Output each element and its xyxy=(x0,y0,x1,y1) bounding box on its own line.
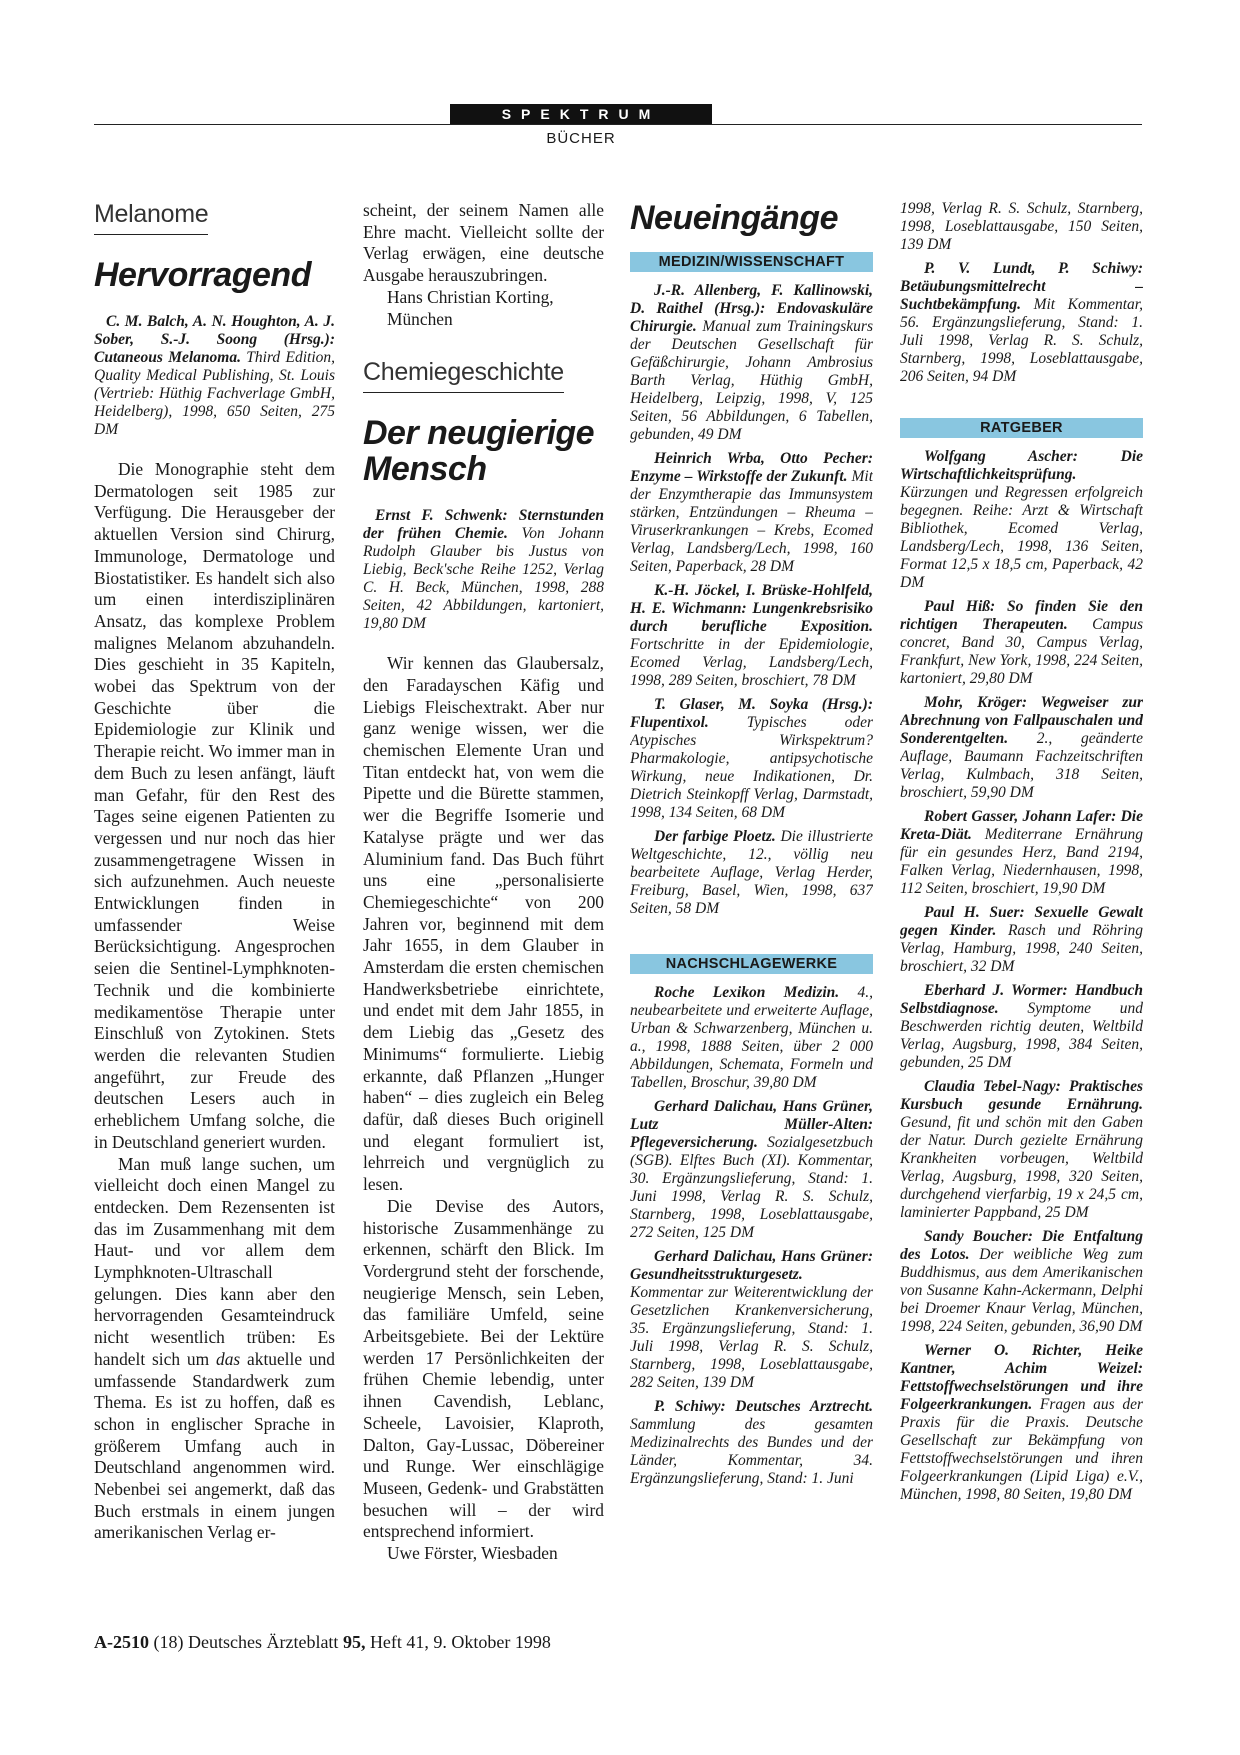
entry-title: Gerhard Dalichau, Hans Grüner: Gesundheitsstrukturgesetz. xyxy=(630,1248,873,1283)
entry-title: T. Glaser, M. Soyka (Hrsg.): Flupentixol. xyxy=(630,696,873,731)
entry-title: Claudia Tebel-Nagy: Praktisches Kursbuch gesunde Ernährung. xyxy=(900,1078,1143,1113)
category-band: MEDIZIN/WISSENSCHAFT xyxy=(630,252,873,272)
entry-list xyxy=(900,448,1143,1504)
entry-details: Mit der Enzymtherapie das Immunsystem stärken, Entzündungen – Rheuma – Viruserkrankungen – Krebs, Ecomed Verlag, Landsberg/Lech, 1998, 160 Seiten, Paperback, 28 DM xyxy=(630,468,873,575)
review-kicker: Chemiegeschichte xyxy=(363,358,564,393)
review-paragraph: Man muß lange suchen, um vielleicht doch einen Mangel zu entdecken. Dem Rezensenten ist das im Zusammenhang mit dem Haut- und vor allem dem Lymphknoten-Ultraschall gelungen. Dies kann aber den hervorragenden Gesamteindruck nicht wesentlich trüben: Es handelt sich um das aktuelle und umfassende Standardwerk zum Thema. Es ist zu hoffen, daß es schon in englischer Sprache in größerem Umfang auch in Deutschland angenommen wird. Nebenbei sei angemerkt, daß das Buch erstmals in einem jungen amerikanischen Verlag er- xyxy=(94,1153,335,1543)
entry-title: Der farbige Ploetz. xyxy=(654,828,776,845)
biblio-details: Third Edition, Quality Medical Publishing, St. Louis (Vertrieb: Hüthig Fachverlage GmbH, Heidelberg), 1998, 650 Seiten, 275 DM xyxy=(94,349,335,438)
entry-title: Paul H. Suer: Sexuelle Gewalt gegen Kinder. xyxy=(900,904,1143,939)
reviewer-signature: Uwe Förster, Wiesbaden xyxy=(387,1543,558,1564)
entry-title: Paul Hiß: So finden Sie den richtigen Therapeuten. xyxy=(900,598,1143,633)
entry-details: 4., neubearbeitete und erweiterte Auflage, Urban & Schwarzenberg, München u. a., 1998, 1888 Seiten, über 2 000 Abbildungen, Schemata, Formeln und Tabellen, Broschur, 39,80 DM xyxy=(630,984,873,1091)
review-bibliography xyxy=(363,507,604,633)
review-kicker: Melanome xyxy=(94,200,208,235)
entry-details: 2., geänderte Auflage, Baumann Fachzeitschriften Verlag, Kulmbach, 318 Seiten, broschiert, 59,90 DM xyxy=(900,730,1143,801)
book-entry xyxy=(630,696,873,822)
book-entry: 1998, Verlag R. S. Schulz, Starnberg, 1998, Loseblattausgabe, 150 Seiten, 139 DM xyxy=(900,200,1143,253)
page-number: A-2510 xyxy=(94,1632,149,1652)
entry-details: Typisches oder Atypisches Wirkspektrum? Pharmakologie, antipsychotische Wirkung, neue Indikationen, Dr. Dietrich Steinkopff Verlag, Darmstadt, 1998, 134 Seiten, 68 DM xyxy=(630,714,873,821)
book-entry xyxy=(900,808,1143,898)
page-footer: A-2510 (18) Deutsches Ärzteblatt 95, Heft 41, 9. Oktober 1998 xyxy=(94,1632,551,1652)
entry-details: Mediterrane Ernährung für ein gesundes Herz, Band 2194, Falken Verlag, Niedernhausen, 1998, 112 Seiten, broschiert, 19,90 DM xyxy=(900,826,1143,897)
entry-details: Sozialgesetzbuch (SGB). Elftes Buch (XI). Kommentar, 30. Ergänzungslieferung, Stand: 1. Juni 1998, Verlag R. S. Schulz, Starnberg, 1998, Loseblattausgabe, 272 Seiten, 125 DM xyxy=(630,1134,873,1241)
book-entry xyxy=(630,450,873,576)
book-entry xyxy=(630,1098,873,1242)
biblio-authors: Ernst F. Schwenk: Sternstunden der frühen Chemie. xyxy=(363,507,604,543)
entry-title: Gerhard Dalichau, Hans Grüner, Lutz Müller-Alten: Pflegeversicherung. xyxy=(630,1098,873,1151)
book-entry xyxy=(900,448,1143,592)
entry-details: Der weibliche Weg zum Buddhismus, aus dem Amerikanischen von Susanne Kahn-Ackermann, Delphi bei Droemer Knaur Verlag, München, 1998, 224 Seiten, gebunden, 36,90 DM xyxy=(900,1246,1143,1335)
book-entry xyxy=(630,828,873,918)
column-2 xyxy=(363,200,604,1610)
entry-details: Fortschritte in der Epidemiologie, Ecomed Verlag, Landsberg/Lech, 1998, 289 Seiten, broschiert, 78 DM xyxy=(630,636,873,689)
category-band: RATGEBER xyxy=(900,418,1143,438)
biblio-authors: C. M. Balch, A. N. Houghton, A. J. Sober, S.-J. Soong (Hrsg.): Cutaneous Melanoma. xyxy=(94,313,335,366)
review-bibliography xyxy=(94,313,335,439)
book-entry xyxy=(630,984,873,1092)
entry-details: Manual zum Trainingskurs der Deutschen Gesellschaft für Gefäßchirurgie, Johann Ambrosius Barth Verlag, Hüthig GmbH, Heidelberg, Leipzig, 1998, V, 125 Seiten, 56 Abbildungen, 6 Tabellen, gebunden, 49 DM xyxy=(630,318,873,443)
review-paragraph: Wir kennen das Glaubersalz, den Faradayschen Käfig und Liebigs Fleischextrakt. Aber nur ganz wenige wissen, wer die chemischen Elemente Uran und Titan entdeckt hat, von wem die Pipette und die Bürette stammen, wer die Begriffe Isomerie und Katalyse prägte und wer das Aluminium fand. Das Buch führt uns eine „personalisierte Chemiegeschichte“ von 200 Jahren vor, beginnend mit dem Jahr 1655, in dem Glauber in Amsterdam die ersten chemischen Handwerksbetriebe einrichtete, und endet mit dem Jahr 1855, in dem Liebig das „Gesetz des Minimums“ formulierte. Liebig erkannte, daß Pflanzen „Hunger haben“ – dies zugleich ein Beleg dafür, daß dieses Buch originell und elegant formuliert ist, lehrreich und vergnüglich zu lesen. xyxy=(363,653,604,1195)
entry-title: K.-H. Jöckel, I. Brüske-Hohlfeld, H. E. Wichmann: Lungenkrebsrisiko durch berufliche Exposition. xyxy=(630,582,873,635)
book-entry xyxy=(900,1078,1143,1222)
entry-details: Kommentar zur Weiterentwicklung der Gesetzlichen Krankenversicherung, 35. Ergänzungslieferung, Stand: 1. Juli 1998, Verlag R. S. Schulz, Starnberg, 1998, Loseblattausgabe, 282 Seiten, 139 DM xyxy=(630,1284,873,1391)
review-paragraph: scheint, der seinem Namen alle Ehre macht. Vielleicht sollte der Verlag erwägen, eine deutsche Ausgabe herauszubringen. xyxy=(363,200,604,286)
book-entry xyxy=(630,582,873,690)
category-band: NACHSCHLAGEWERKE xyxy=(630,954,873,974)
volume-number: 95, xyxy=(342,1632,366,1652)
book-entry xyxy=(630,1398,873,1488)
book-entry xyxy=(900,694,1143,802)
book-entry xyxy=(900,982,1143,1072)
biblio-details: Von Johann Rudolph Glauber bis Justus von Liebig, Beck'sche Reihe 1252, Verlag C. H. Beck, München, 1998, 288 Seiten, 42 Abbildungen, kartoniert, 19,80 DM xyxy=(363,525,604,633)
entry-title: Sandy Boucher: Die Entfaltung des Lotos. xyxy=(900,1228,1143,1263)
review-headline: Hervorragend xyxy=(94,256,311,294)
new-arrivals-headline: Neueingänge xyxy=(630,200,838,237)
reviewer-name: Hans Christian Korting, xyxy=(387,286,554,307)
column-1 xyxy=(94,200,335,1610)
header-rule xyxy=(94,124,1142,125)
reviewer-city: München xyxy=(387,308,453,329)
column-4 xyxy=(900,200,1143,1610)
entry-title: Werner O. Richter, Heike Kantner, Achim Weizel: Fettstoffwechselstörungen und ihre Folgeerkrankungen. xyxy=(900,1342,1143,1413)
entry-title: J.-R. Allenberg, F. Kallinowski, D. Raithel (Hrsg.): Endovaskuläre Chirurgie. xyxy=(630,282,873,335)
entry-details: Rasch und Röhring Verlag, Hamburg, 1998, 240 Seiten, broschiert, 32 DM xyxy=(900,922,1143,975)
entry-list xyxy=(630,282,873,918)
entry-title: Heinrich Wrba, Otto Pecher: Enzyme – Wirkstoffe der Zukunft. xyxy=(630,450,873,485)
entry-details: Kürzungen und Regressen erfolgreich begegnen. Reihe: Arzt & Wirtschaft Bibliothek, Ecomed Verlag, Landsberg/Lech, 1998, 136 Seiten, Format 12,5 x 18,5 cm, Paperback, 42 DM xyxy=(900,484,1143,591)
entry-details: Symptome und Beschwerden richtig deuten, Weltbild Verlag, Augsburg, 1998, 384 Seiten, gebunden, 25 DM xyxy=(900,1000,1143,1071)
emphasis: das xyxy=(216,1348,241,1369)
entry-details: Campus concret, Band 30, Campus Verlag, Frankfurt, New York, 1998, 224 Seiten, kartoniert, 29,80 DM xyxy=(900,616,1143,687)
column-3 xyxy=(630,200,873,1610)
entry-title: Mohr, Kröger: Wegweiser zur Abrechnung von Fallpauschalen und Sonderentgelten. xyxy=(900,694,1143,747)
review-paragraph: Die Monographie steht dem Dermatologen seit 1985 zur Verfügung. Die Herausgeber der aktuellen Version sind Chirurg, Immunologe, Dermatologe und Biostatistiker. Es handelt sich also um einen interdisziplinären Ansatz, das komplexe Problem malignes Melanom abzuhandeln. Dies geschieht in 35 Kapiteln, wobei das Spektrum von der Geschichte über die Epidemiologie zur Klinik und Therapie reicht. Wo immer man in dem Buch zu lesen anfängt, läuft man Gefahr, für den Rest des Tages seine eigenen Patienten zu vergessen und nur noch das hier zusammengetragene Wissen in sich aufzunehmen. Auch neueste Entwicklungen finden in umfassender Weise Berücksichtigung. Angesprochen seien die Sentinel-Lymphknoten-Technik und die kombinierte medikamentöse Therapie unter Einschluß von Zytokinen. Stets werden die relevanten Studien angeführt, zur Freude des deutschen Lesers auch in erheblichem Umfang solche, die in Deutschland generiert wurden. xyxy=(94,459,335,1152)
book-entry xyxy=(900,598,1143,688)
entry-details: Gesund, fit und schön mit den Gaben der Natur. Durch gezielte Ernährung Krankheiten vorbeugen, Weltbild Verlag, Augsburg, 1998, 320 Seiten, durchgehend vierfarbig, 19 x 24,5 cm, laminierter Pappband, 25 DM xyxy=(900,1114,1143,1221)
review-paragraph: Die Devise des Autors, historische Zusammenhänge zu erkennen, schärft den Blick. Im Vordergrund steht der forschende, neugierige Mensch, sein Leben, das familiäre Umfeld, seine Arbeitsgebiete. Bei der Lektüre werden 17 Persönlichkeiten der frühen Chemie lebendig, unter ihnen Cavendish, Leblanc, Scheele, Lavoisier, Klaproth, Dalton, Gay-Lussac, Döbereiner und Runge. Wer einschlägige Museen, Gedenk- und Grabstätten besuchen will – der wird entsprechend informiert. xyxy=(363,1195,604,1542)
book-entry: P. V. Lundt, P. Schiwy: Betäubungsmittelrecht – Suchtbekämpfung. Mit Kommentar, 56. Ergänzungslieferung, Stand: 1. Juli 1998, Verlag R. S. Schulz, Starnberg, 1998, Loseblattausgabe, 206 Seiten, 94 DM xyxy=(900,260,1143,385)
entry-title: Eberhard J. Wormer: Handbuch Selbstdiagnose. xyxy=(900,982,1143,1017)
entry-title: Roche Lexikon Medizin. xyxy=(654,984,840,1001)
review-headline: Der neugierige Mensch xyxy=(363,414,595,489)
entry-details: Die illustrierte Weltgeschichte, 12., völlig neu bearbeitete Auflage, Verlag Herder, Freiburg, Basel, Wien, 1998, 637 Seiten, 58 DM xyxy=(630,828,873,917)
book-entry xyxy=(900,1342,1143,1504)
book-entry xyxy=(900,904,1143,976)
subsection-label: BÜCHER xyxy=(546,130,616,147)
entry-title: Wolfgang Ascher: Die Wirtschaftlichkeitsprüfung. xyxy=(900,448,1143,483)
entry-list xyxy=(630,984,873,1488)
entry-details: Sammlung des gesamten Medizinalrechts des Bundes und der Länder, Kommentar, 34. Ergänzungslieferung, Stand: 1. Juni xyxy=(630,1416,873,1487)
section-band: SPEKTRUM xyxy=(450,104,712,124)
book-entry xyxy=(630,1248,873,1392)
entry-title: Robert Gasser, Johann Lafer: Die Kreta-Diät. xyxy=(900,808,1143,843)
book-entry xyxy=(900,1228,1143,1336)
entry-title: P. Schiwy: Deutsches Arztrecht. xyxy=(654,1398,873,1415)
book-entry xyxy=(630,282,873,444)
entry-details: Fragen aus der Praxis für die Praxis. Deutsche Gesellschaft zur Bekämpfung von Fettstoffwechselstörungen und ihren Folgeerkrankungen (Lipid Liga) e.V., München, 1998, 80 Seiten, 19,80 DM xyxy=(900,1396,1143,1503)
